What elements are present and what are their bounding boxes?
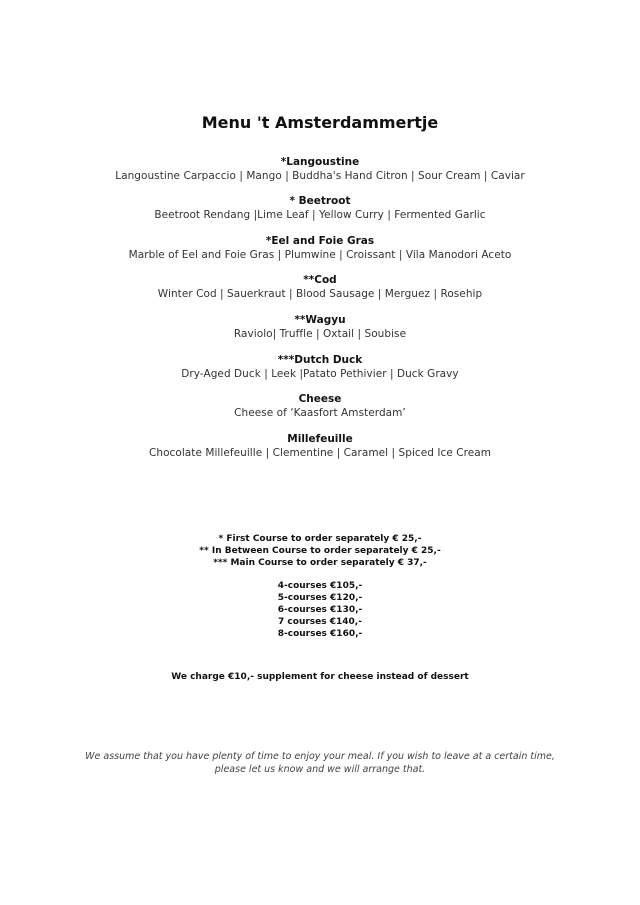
price-line: 4-courses €105,-: [277, 581, 363, 591]
price-line: 6-courses €130,-: [277, 605, 363, 615]
course-items: Langoustine Carpaccio | Mango | Buddha's Hand Citron | Sour Cream | Caviar: [115, 170, 525, 182]
time-note-line-1: We assume that you have plenty of time to enjoy your meal. If you wish to leave at a certain time,: [85, 751, 555, 762]
page-title: Menu 't Amsterdammertje: [201, 113, 439, 132]
course-wagyu: [0, 314, 640, 341]
price-line: 5-courses €120,-: [277, 593, 363, 603]
cheese-supplement-note: We charge €10,- supplement for cheese instead of dessert: [171, 672, 469, 682]
time-note: [0, 750, 640, 776]
course-dutch-duck: [0, 354, 640, 381]
course-items: Dry-Aged Duck | Leek |Patato Pethivier | Duck Gravy: [181, 368, 459, 380]
course-cod: [0, 274, 640, 301]
course-name: Millefeuille: [287, 433, 353, 445]
note-line: * First Course to order separately € 25,-: [218, 534, 422, 544]
course-items: Marble of Eel and Foie Gras | Plumwine | Croissant | Vila Manodori Aceto: [128, 249, 512, 261]
course-name: *Eel and Foie Gras: [265, 235, 375, 247]
separate-order-notes: [0, 533, 640, 569]
course-items: Chocolate Millefeuille | Clementine | Caramel | Spiced Ice Cream: [148, 447, 492, 459]
note-line: *** Main Course to order separately € 37,-: [213, 558, 427, 568]
course-name: ***Dutch Duck: [277, 354, 363, 366]
course-cheese: [0, 393, 640, 420]
course-items: Winter Cod | Sauerkraut | Blood Sausage | Merguez | Rosehip: [157, 288, 483, 300]
course-items: Raviolo| Truffle | Oxtail | Soubise: [233, 328, 407, 340]
course-name: *Langoustine: [280, 156, 360, 168]
course-items: Cheese of ‘Kaasfort Amsterdam’: [234, 407, 406, 419]
course-millefeuille: [0, 433, 640, 460]
course-prices: [0, 580, 640, 640]
course-name: Cheese: [298, 393, 342, 405]
course-items: Beetroot Rendang |Lime Leaf | Yellow Curry | Fermented Garlic: [154, 209, 486, 221]
note-line: ** In Between Course to order separately € 25,-: [199, 546, 441, 556]
price-line: 7 courses €140,-: [278, 617, 362, 627]
course-name: * Beetroot: [289, 195, 351, 207]
course-beetroot: [0, 195, 640, 222]
course-name: **Cod: [303, 274, 337, 286]
time-note-line-2: please let us know and we will arrange that.: [214, 764, 426, 775]
course-name: **Wagyu: [294, 314, 346, 326]
course-langoustine: [0, 156, 640, 183]
course-eel-foie-gras: [0, 235, 640, 262]
price-line: 8-courses €160,-: [277, 629, 363, 639]
